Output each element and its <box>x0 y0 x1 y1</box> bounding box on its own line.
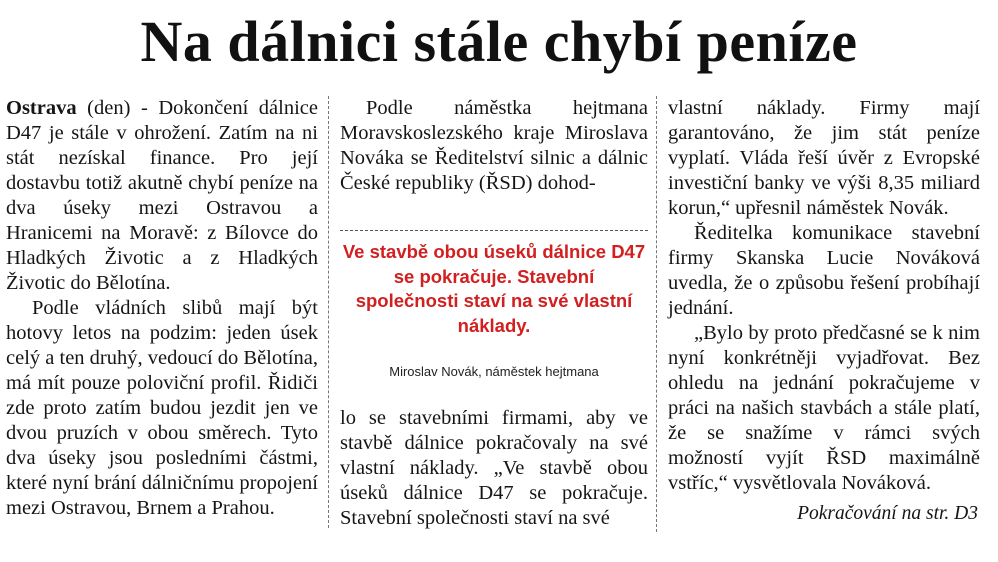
article-column-1 <box>6 96 318 521</box>
column-divider <box>328 96 329 528</box>
quote-rule <box>340 230 648 231</box>
paragraph: Podle náměstka hejtmana Moravskoslezského kraje Miroslava Nováka se Ředitelství silnic a dálnic České republiky (ŘSD) dohod- <box>340 97 648 194</box>
article-column-3 <box>668 96 980 496</box>
continued-note: Pokračování na str. D3 <box>797 503 978 524</box>
paragraph <box>6 96 318 296</box>
article-column-2 <box>340 96 648 196</box>
headline: Na dálnici stále chybí peníze <box>140 9 858 74</box>
dateline: Ostrava <box>6 97 77 119</box>
paragraph: Ředitelka komunikace stavební firmy Skanska Lucie Nováková uvedla, že o způsobu řešení probíhají jednání. <box>668 222 980 319</box>
pull-quote <box>340 226 648 394</box>
column-divider <box>656 96 657 532</box>
pull-quote-text: Ve stavbě obou úseků dálnice D47 se pokračuje. Stavební společnosti staví na své vlastní náklady. <box>342 241 646 336</box>
paragraph: vlastní náklady. Firmy mají garantováno, že jim stát peníze vyplatí. Vláda řeší úvěr z Evropské investiční banky ve výši 8,35 miliard korun,“ upřesnil náměstek Novák. <box>668 97 980 219</box>
paragraph: Podle vládních slibů mají být hotovy letos na podzim: jeden úsek celý a ten druhý, vedoucí do Bělotína, má mít pouze poloviční profil. Řidiči zde proto zatím budou jezdit jen ve dvou pruzích v obou směrech. Tyto dva úseky jsou posledními částmi, které nyní brání dálničnímu propojení mezi Ostravou, Brnem a Prahou. <box>6 297 318 519</box>
quote-attribution: Miroslav Novák, náměstek hejtmana <box>389 364 599 379</box>
paragraph: lo se stavebními firmami, aby ve stavbě dálnice pokračovaly na své vlastní náklady. „Ve stavbě obou úseků dálnice D47 se pokračuje. Stavební společnosti staví na své <box>340 407 648 529</box>
paragraph: „Bylo by proto předčasné se k nim nyní konkrétněji vyjadřovat. Bez ohledu na jednání pokračujeme v práci na našich stavbách a stále platí, že se snažíme v rámci svých možností vyjít ŘSD maximálně vstříc,“ vysvětlovala Nováková. <box>668 322 980 494</box>
article-column-2-continued <box>340 406 648 531</box>
paragraph-text: (den) - Dokončení dálnice D47 je stále v ohrožení. Zatím na ni stát nezískal finance. Pro její dostavbu totiž akutně chybí peníze na dva úseky mezi Ostravou a Hranicemi na Moravě: z Bílovce do Hladkých Životic a z Hladkých Životic do Bělotína. <box>6 97 318 294</box>
